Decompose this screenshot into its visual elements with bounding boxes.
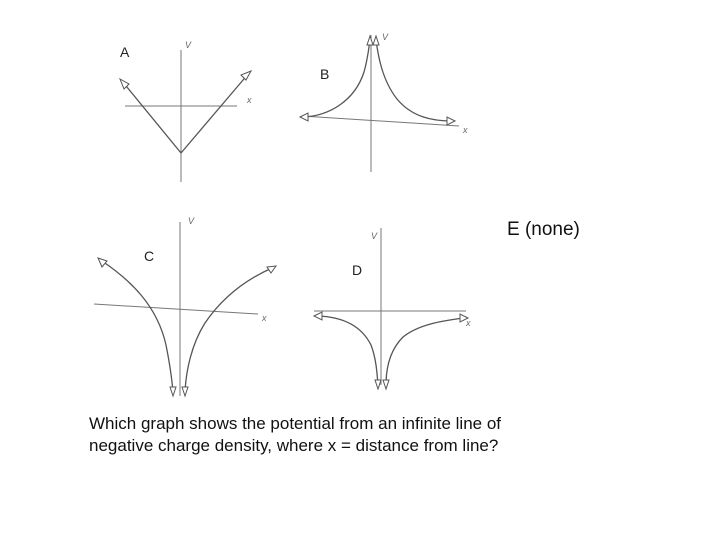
- graph-b-label: B: [320, 66, 330, 82]
- graph-c-x-axis-label: x: [262, 313, 267, 323]
- question-text: [89, 413, 609, 457]
- graph-b-top-right-arrowhead: [373, 36, 379, 45]
- graph-a-x-axis-label: x: [247, 95, 252, 105]
- graph-d-bottom-right-arrowhead: [383, 380, 389, 389]
- graph-d-x-axis-label: x: [466, 318, 471, 328]
- graph-c-left-arrowhead: [98, 258, 107, 267]
- graph-c-bottom-left-arrowhead: [170, 387, 176, 396]
- graph-d-curve-left: [318, 316, 378, 385]
- graph-d-label: D: [352, 262, 363, 278]
- graph-b-curve-right: [376, 40, 452, 121]
- graph-d-left-arrowhead: [314, 312, 322, 320]
- graph-b-left-arrowhead: [300, 113, 308, 121]
- question-line-2: negative charge density, where x = distance from line?: [89, 436, 499, 455]
- graph-a-curve: [122, 73, 249, 153]
- graph-a-label: A: [120, 44, 130, 60]
- graph-c-y-axis-label: V: [188, 216, 195, 226]
- graph-c-curve-left: [102, 261, 173, 392]
- graph-c-curve-right: [185, 268, 272, 392]
- graph-b: [300, 32, 468, 172]
- graph-c-bottom-right-arrowhead: [182, 387, 188, 396]
- graph-b-y-axis-label: V: [382, 32, 389, 42]
- graph-c-right-arrowhead: [267, 266, 276, 273]
- graph-d-curve-right: [386, 318, 464, 385]
- graph-d-bottom-left-arrowhead: [375, 380, 381, 389]
- graph-c-x-axis: [94, 304, 258, 314]
- graph-d-y-axis-label: V: [371, 231, 378, 241]
- graph-b-curve-left: [303, 40, 370, 117]
- option-e-label: E (none): [507, 219, 580, 240]
- graph-c: [94, 216, 276, 396]
- graph-d: [314, 228, 471, 389]
- graph-a-y-axis-label: V: [185, 40, 192, 50]
- graph-b-right-arrowhead: [447, 117, 455, 125]
- graph-b-top-left-arrowhead: [367, 36, 373, 45]
- graph-c-label: C: [144, 248, 155, 264]
- graph-b-x-axis-label: x: [463, 125, 468, 135]
- question-line-1: Which graph shows the potential from an infinite line of: [89, 414, 502, 433]
- graph-a: [120, 40, 252, 182]
- graph-a-right-arrowhead: [241, 71, 251, 80]
- graph-b-x-axis: [302, 116, 459, 126]
